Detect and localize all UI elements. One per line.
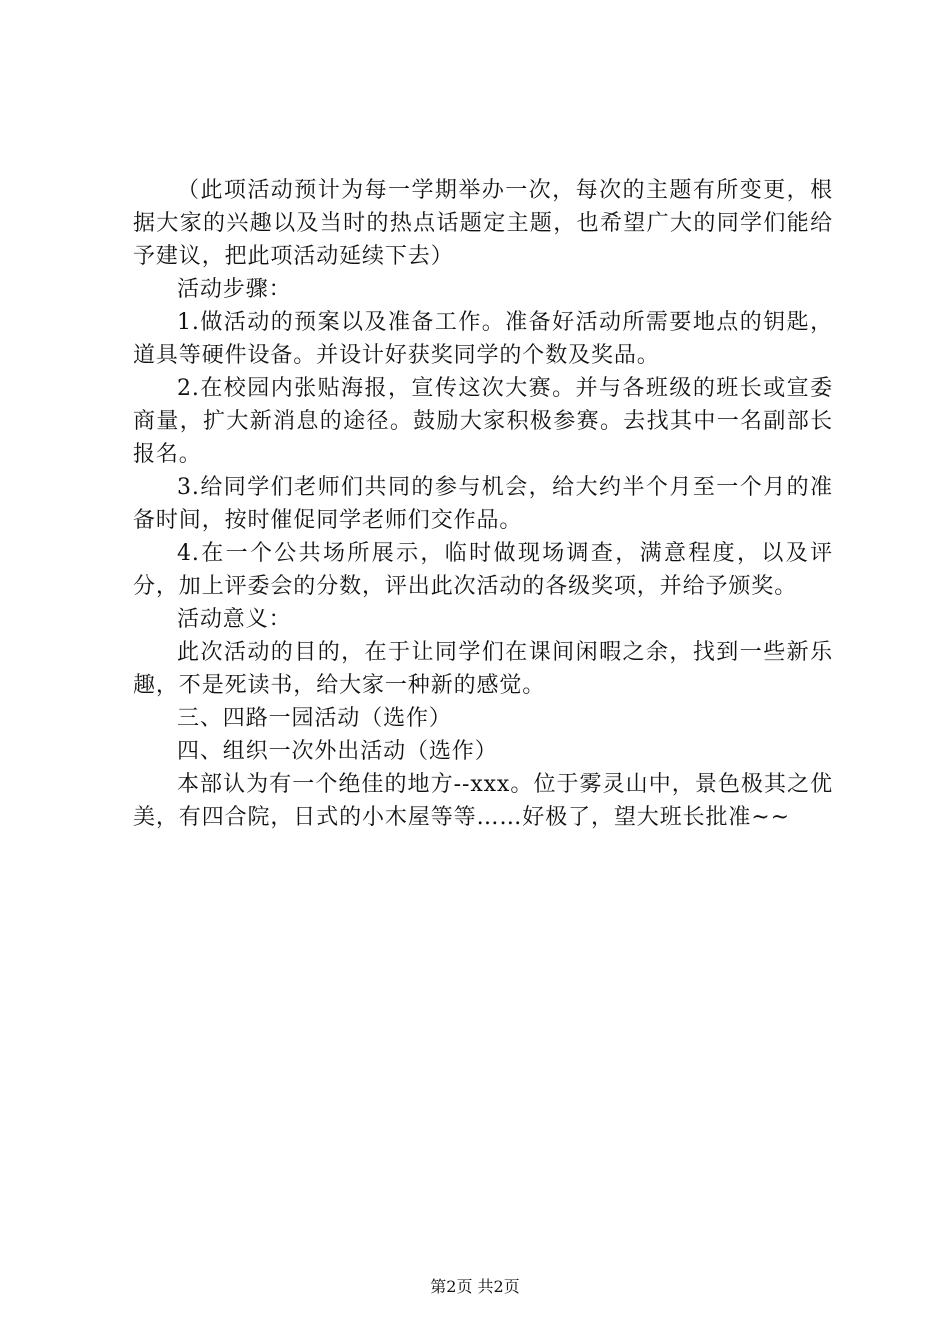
section-three: 三、四路一园活动（选作） [177, 706, 452, 731]
page-number-footer: 第2页 共2页 [430, 1277, 520, 1296]
step-4: 4.在一个公共场所展示，临时做现场调查，满意程度，以及评分，加上评委会的分数，评出此次活动的各级奖项，并给予颁奖。 [133, 541, 833, 599]
heading-activity-meaning: 活动意义： [177, 607, 292, 632]
step-3: 3.给同学们老师们共同的参与机会，给大约半个月至一个月的准备时间，按时催促同学老师们交作品。 [133, 475, 833, 533]
step-2: 2.在校园内张贴海报，宣传这次大赛。并与各班级的班长或宣委商量，扩大新消息的途径。鼓励大家积极参赛。去找其中一名副部长报名。 [133, 376, 833, 467]
section-four: 四、组织一次外出活动（选作） [177, 739, 498, 764]
heading-activity-steps: 活动步骤： [177, 277, 292, 302]
document-body [133, 174, 833, 834]
paragraph-outing: 本部认为有一个绝佳的地方--xxx。位于雾灵山中，景色极其之优美，有四合院，日式的小木屋等等……好极了，望大班长批准~~ [133, 772, 833, 830]
paragraph-meaning: 此次活动的目的，在于让同学们在课间闲暇之余，找到一些新乐趣，不是死读书，给大家一种新的感觉。 [133, 640, 833, 698]
paragraph-intro: （此项活动预计为每一学期举办一次，每次的主题有所变更，根据大家的兴趣以及当时的热点话题定主题，也希望广大的同学们能给予建议，把此项活动延续下去） [133, 178, 833, 269]
step-1: 1.做活动的预案以及准备工作。准备好活动所需要地点的钥匙，道具等硬件设备。并设计好获奖同学的个数及奖品。 [133, 310, 833, 368]
